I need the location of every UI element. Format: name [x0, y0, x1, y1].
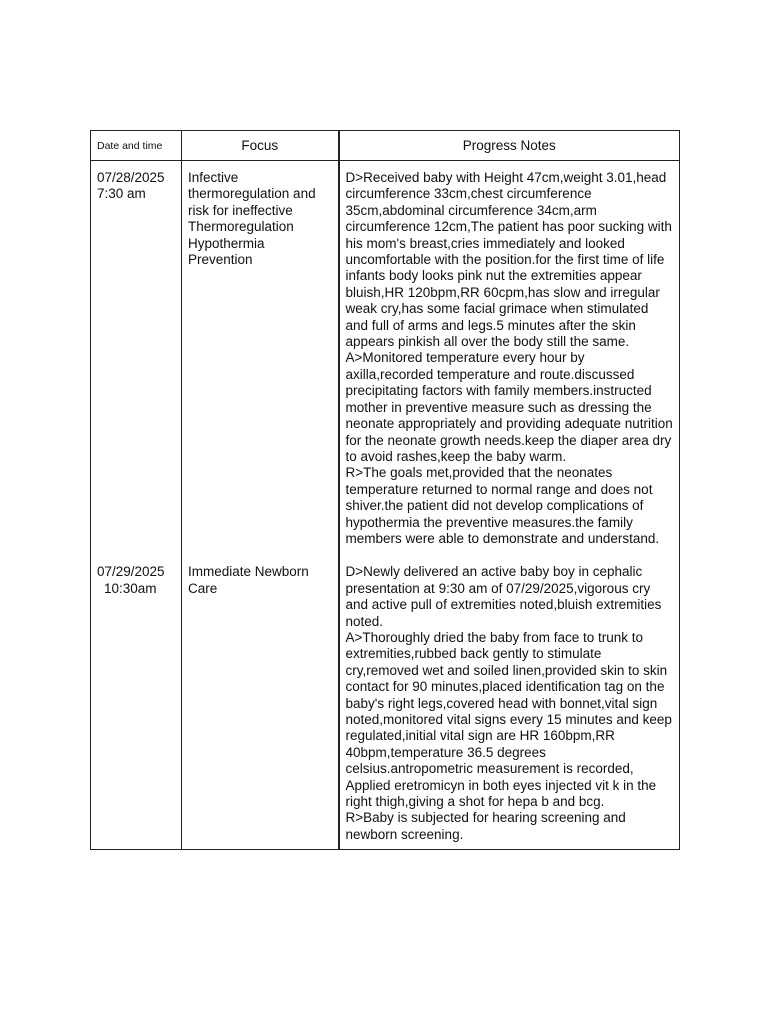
focus-cell: [182, 161, 339, 556]
entry-date: 07/29/2025: [97, 564, 165, 580]
entry-time: 7:30 am: [97, 186, 146, 202]
note-data: D>Newly delivered an active baby boy in cephalic presentation at 9:30 am of 07/29/2025,vigorous cry and active pull of extremities noted,bluish extremities noted.: [345, 564, 662, 629]
progress-notes-cell: [339, 161, 680, 556]
header-date-and-time: Date and time: [91, 131, 182, 161]
header-progress-notes: Progress Notes: [339, 131, 680, 161]
date-time-cell: [91, 161, 182, 556]
table-row: [91, 161, 680, 556]
date-time-cell: [91, 555, 182, 849]
focus-text: Infective thermoregulation and risk for ineffective Thermoregulation Hypothermia Prevention: [188, 170, 316, 268]
progress-notes-table: [90, 130, 680, 850]
note-data: D>Received baby with Height 47cm,weight 3.01,head circumference 33cm,chest circumference 35cm,abdominal circumference 34cm,arm circumference 12cm,The patient has poor sucking with his mom's breast,cries immediately and looked uncomfortable with the position.for the first time of life infants body looks pink nut the extremities appear bluish,HR 120bpm,RR 60cpm,has slow and irregular weak cry,has some facial grimace when stimulated and full of arms and legs.5 minutes after the skin appears pinkish all over the body still the same.: [345, 170, 672, 350]
entry-date: 07/28/2025: [97, 170, 165, 185]
focus-text: Immediate Newborn Care: [188, 564, 309, 596]
entry-time: 10:30am: [104, 580, 157, 596]
progress-notes-cell: [339, 555, 680, 849]
table-row: [91, 555, 680, 849]
header-focus: Focus: [182, 131, 339, 161]
focus-cell: [182, 555, 339, 849]
note-action: A>Thoroughly dried the baby from face to trunk to extremities,rubbed back gently to stimulate cry,removed wet and soiled linen,provided skin to skin contact for 90 minutes,placed identification tag on the baby's right legs,covered head with bonnet,vital sign noted,monitored vital signs every 15 minutes and keep regulated,initial vital sign are HR 160bpm,RR 40bpm,temperature 36.5 degrees celsius.antropometric measurement is recorded, Applied eretromicyn in both eyes injected vit k in the right thigh,giving a shot for hepa b and bcg.: [345, 629, 672, 810]
table-header-row: [91, 131, 680, 161]
note-action: A>Monitored temperature every hour by axilla,recorded temperature and route.discussed precipitating factors with family members.instructed mother in preventive measure such as dressing the neonate appropriately and providing adequate nutrition for the neonate growth needs.keep the diaper area dry to avoid rashes,keep the baby warm.: [345, 350, 673, 464]
note-response: R>Baby is subjected for hearing screening and newborn screening.: [345, 810, 626, 842]
note-response: R>The goals met,provided that the neonates temperature returned to normal range and does not shiver.the patient did not develop complications of hypothermia the preventive measures.the family members were able to demonstrate and understand.: [345, 465, 660, 546]
